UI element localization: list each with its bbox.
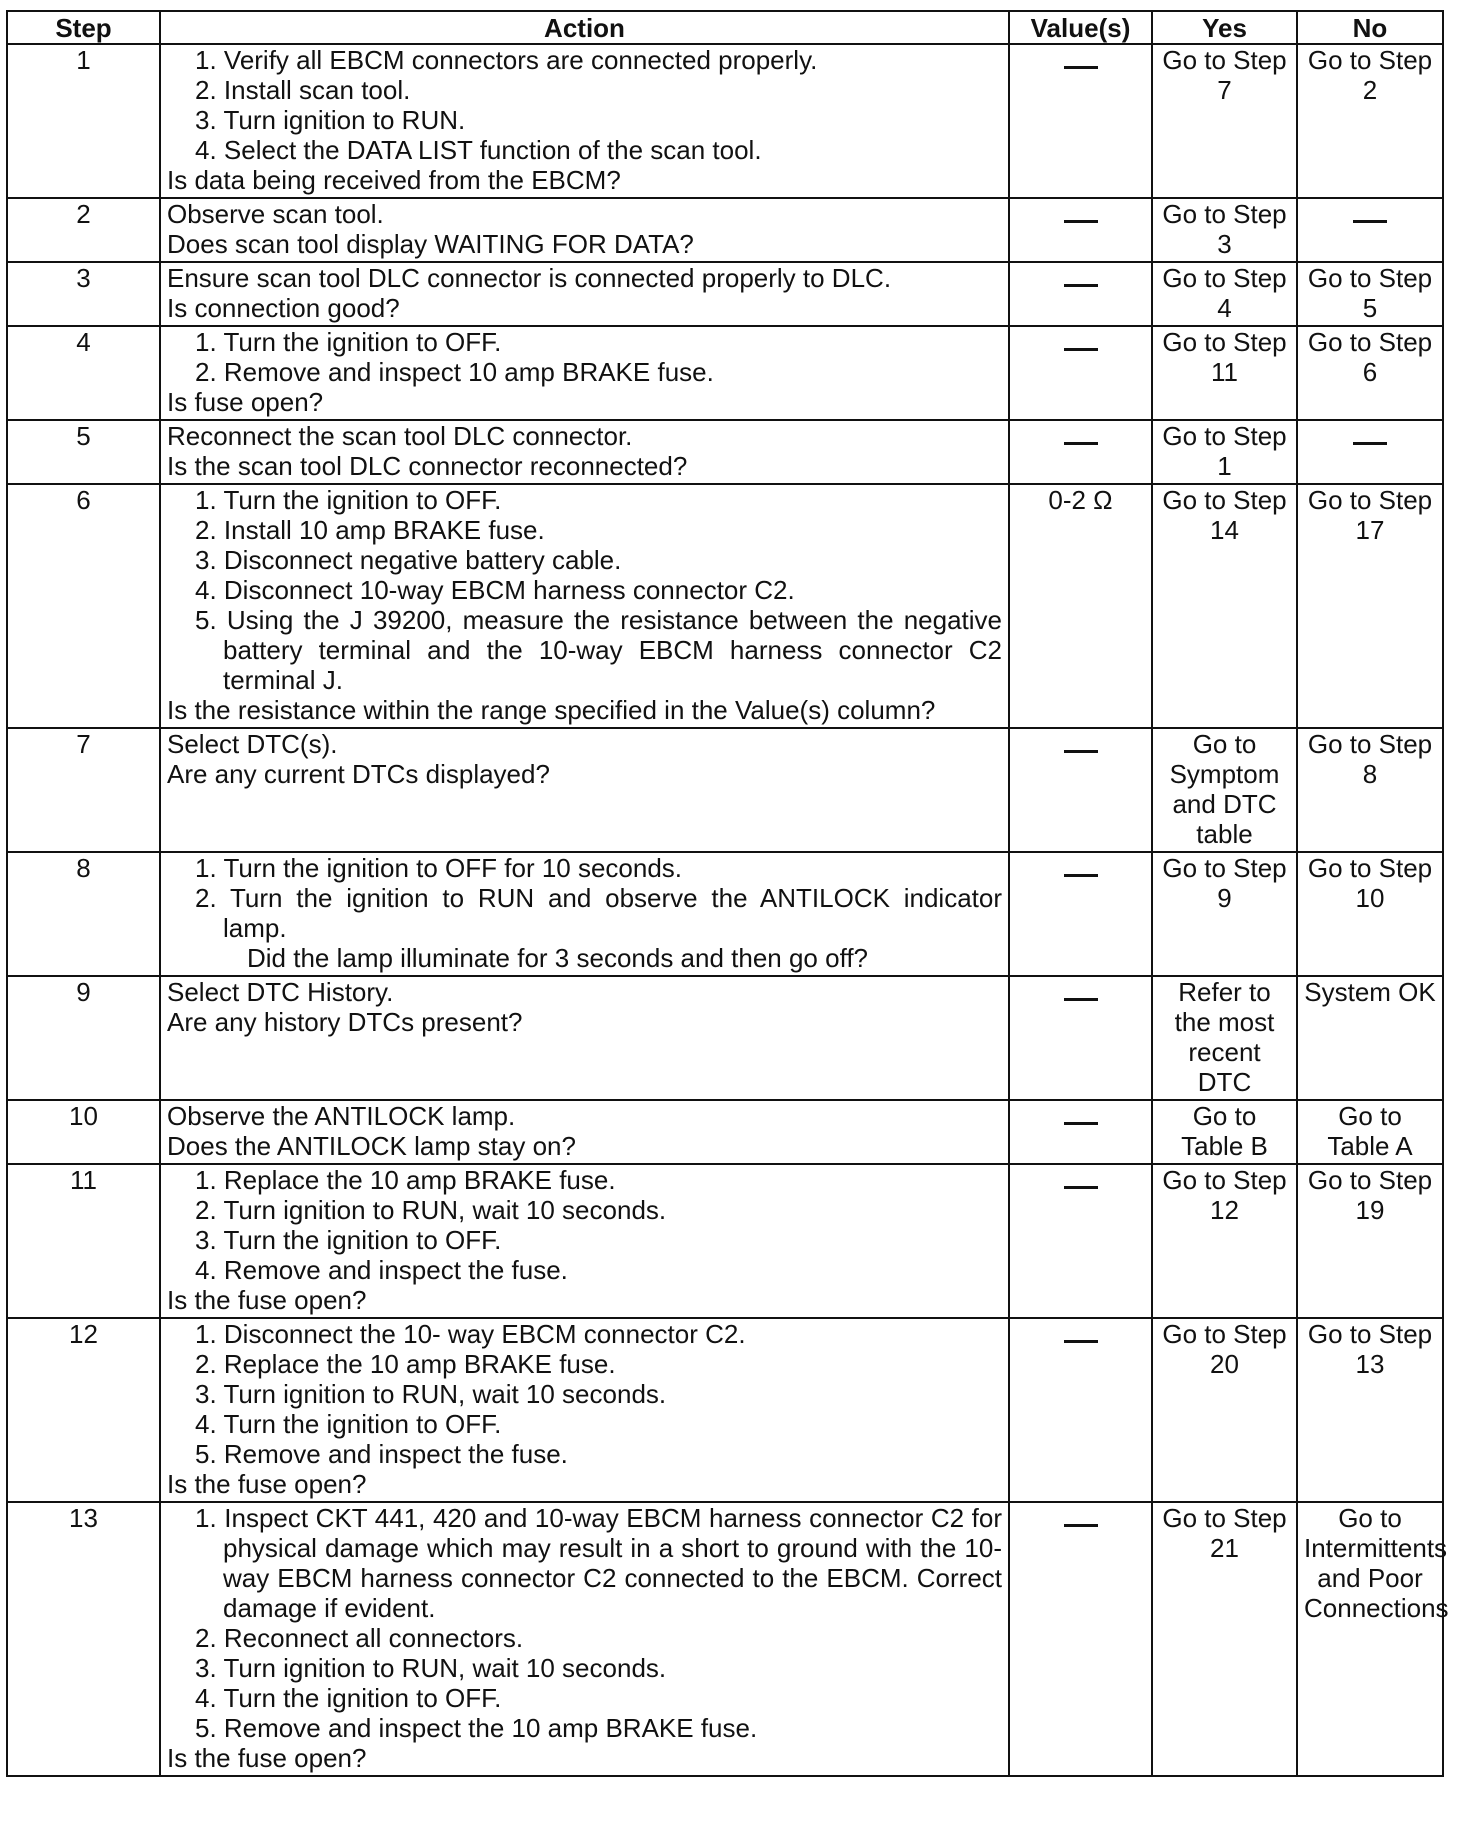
step-number: 1 xyxy=(7,44,160,198)
yes-cell: Go to Step 1 xyxy=(1152,420,1297,484)
table-row xyxy=(7,1164,1443,1318)
value-cell xyxy=(1009,198,1152,262)
yes-cell: Go to Step 9 xyxy=(1152,852,1297,976)
yes-cell: Refer to the most recent DTC xyxy=(1152,976,1297,1100)
action-cell xyxy=(160,1164,1009,1318)
no-cell: Go to Step 17 xyxy=(1297,484,1443,728)
yes-cell: Go to Table B xyxy=(1152,1100,1297,1164)
action-question: Is connection good? xyxy=(167,293,400,323)
no-cell: Go to Step 2 xyxy=(1297,44,1443,198)
action-cell xyxy=(160,326,1009,420)
action-step-item: 4. Turn the ignition to OFF. xyxy=(195,1683,502,1713)
action-question: Is the resistance within the range specified in the Value(s) column? xyxy=(167,695,936,725)
diagnostic-table-page xyxy=(6,10,1449,1777)
action-question: Does scan tool display WAITING FOR DATA? xyxy=(167,229,694,259)
action-cell xyxy=(160,44,1009,198)
action-steps-list xyxy=(167,485,1002,695)
table-body xyxy=(7,44,1449,1776)
not-applicable-dash xyxy=(1064,998,1098,1001)
diagnostic-table xyxy=(6,10,1449,1777)
yes-cell: Go to Step 11 xyxy=(1152,326,1297,420)
not-applicable-dash xyxy=(1064,220,1098,223)
step-number: 9 xyxy=(7,976,160,1100)
yes-cell: Go to Step 4 xyxy=(1152,262,1297,326)
not-applicable-dash xyxy=(1353,442,1387,445)
not-applicable-dash xyxy=(1064,66,1098,69)
value-cell xyxy=(1009,262,1152,326)
step-number: 11 xyxy=(7,1164,160,1318)
step-number: 10 xyxy=(7,1100,160,1164)
action-question: Is the scan tool DLC connector reconnected? xyxy=(167,451,688,481)
no-cell: Go to Step 6 xyxy=(1297,326,1443,420)
action-steps-list xyxy=(167,1503,1002,1743)
action-step-item: 5. Using the J 39200, measure the resistance between the negative battery terminal and the 10-way EBCM harness connector C2 terminal J. xyxy=(195,605,1002,695)
value-cell xyxy=(1009,1164,1152,1318)
action-step-item: 3. Turn ignition to RUN, wait 10 seconds. xyxy=(195,1653,667,1683)
not-applicable-dash xyxy=(1064,1122,1098,1125)
step-number: 12 xyxy=(7,1318,160,1502)
action-step-item: 1. Turn the ignition to OFF. xyxy=(195,485,502,515)
no-cell: Go to Step 19 xyxy=(1297,1164,1443,1318)
not-applicable-dash xyxy=(1353,220,1387,223)
value-cell xyxy=(1009,1100,1152,1164)
action-step-item: 3. Turn the ignition to OFF. xyxy=(195,1225,502,1255)
action-step-item: 2. Install 10 amp BRAKE fuse. xyxy=(195,515,545,545)
action-question: Is the fuse open? xyxy=(167,1743,367,1773)
yes-cell: Go to Step 3 xyxy=(1152,198,1297,262)
action-cell xyxy=(160,1502,1009,1776)
not-applicable-dash xyxy=(1064,1186,1098,1189)
no-cell: Go to Step 10 xyxy=(1297,852,1443,976)
yes-cell: Go to Step 12 xyxy=(1152,1164,1297,1318)
action-question: Does the ANTILOCK lamp stay on? xyxy=(167,1131,576,1161)
action-step-item: 2. Turn ignition to RUN, wait 10 seconds. xyxy=(195,1195,667,1225)
value-cell xyxy=(1009,728,1152,852)
table-row xyxy=(7,728,1443,852)
table-row xyxy=(7,198,1443,262)
no-cell: Go to Intermittents and Poor Connections xyxy=(1297,1502,1443,1776)
action-cell xyxy=(160,262,1009,326)
step-number: 7 xyxy=(7,728,160,852)
action-cell xyxy=(160,1100,1009,1164)
step-number: 13 xyxy=(7,1502,160,1776)
action-step-item: 1. Turn the ignition to OFF. xyxy=(195,327,502,357)
table-row xyxy=(7,484,1443,728)
yes-cell: Go to Step 21 xyxy=(1152,1502,1297,1776)
action-cell xyxy=(160,420,1009,484)
no-cell: Go to Step 5 xyxy=(1297,262,1443,326)
table-row xyxy=(7,1502,1443,1776)
action-question: Did the lamp illuminate for 3 seconds and then go off? xyxy=(247,943,869,973)
table-row xyxy=(7,262,1443,326)
value-cell xyxy=(1009,1318,1152,1502)
action-step-item: 4. Select the DATA LIST function of the scan tool. xyxy=(195,135,762,165)
action-instruction: Ensure scan tool DLC connector is connected properly to DLC. xyxy=(167,263,892,293)
action-steps-list xyxy=(167,1165,1002,1285)
action-cell xyxy=(160,484,1009,728)
action-question: Is the fuse open? xyxy=(167,1469,367,1499)
value-cell xyxy=(1009,326,1152,420)
header-no: No xyxy=(1297,11,1443,44)
step-number: 2 xyxy=(7,198,160,262)
yes-cell: Go to Step 14 xyxy=(1152,484,1297,728)
action-instruction: Observe the ANTILOCK lamp. xyxy=(167,1101,516,1131)
no-cell: System OK xyxy=(1297,976,1443,1100)
value-cell xyxy=(1009,44,1152,198)
action-cell xyxy=(160,728,1009,852)
action-steps-list xyxy=(167,45,1002,165)
yes-cell: Go to Symptom and DTC table xyxy=(1152,728,1297,852)
not-applicable-dash xyxy=(1064,442,1098,445)
action-step-item: 2. Install scan tool. xyxy=(195,75,411,105)
action-step-item: 1. Inspect CKT 441, 420 and 10-way EBCM harness connector C2 for physical damage which may result in a short to ground with the 10-way EBCM harness connector C2 connected to the EBCM. Correct damage if evident. xyxy=(195,1503,1002,1623)
action-step-item: 2. Reconnect all connectors. xyxy=(195,1623,524,1653)
no-cell: Go to Step 8 xyxy=(1297,728,1443,852)
not-applicable-dash xyxy=(1064,750,1098,753)
value-cell xyxy=(1009,976,1152,1100)
yes-cell: Go to Step 7 xyxy=(1152,44,1297,198)
action-step-item: 2. Replace the 10 amp BRAKE fuse. xyxy=(195,1349,616,1379)
no-cell xyxy=(1297,420,1443,484)
no-cell: Go to Step 13 xyxy=(1297,1318,1443,1502)
not-applicable-dash xyxy=(1064,348,1098,351)
table-row xyxy=(7,326,1443,420)
value-cell xyxy=(1009,852,1152,976)
action-question: Are any history DTCs present? xyxy=(167,1007,523,1037)
not-applicable-dash xyxy=(1064,1524,1098,1527)
action-cell xyxy=(160,1318,1009,1502)
no-cell: Go to Table A xyxy=(1297,1100,1443,1164)
table-row xyxy=(7,1100,1443,1164)
action-cell xyxy=(160,976,1009,1100)
value-cell xyxy=(1009,1502,1152,1776)
step-number: 3 xyxy=(7,262,160,326)
action-question: Is fuse open? xyxy=(167,387,324,417)
action-step-item: 5. Remove and inspect the 10 amp BRAKE fuse. xyxy=(195,1713,758,1743)
action-steps-list xyxy=(167,1319,1002,1469)
action-step-item: 3. Disconnect negative battery cable. xyxy=(195,545,622,575)
step-number: 6 xyxy=(7,484,160,728)
header-action: Action xyxy=(160,11,1009,44)
table-row xyxy=(7,852,1443,976)
header-value: Value(s) xyxy=(1009,11,1152,44)
step-number: 5 xyxy=(7,420,160,484)
action-step-item: 1. Turn the ignition to OFF for 10 seconds. xyxy=(195,853,683,883)
action-cell xyxy=(160,852,1009,976)
action-step-item: 5. Remove and inspect the fuse. xyxy=(195,1439,568,1469)
not-applicable-dash xyxy=(1064,1340,1098,1343)
action-step-item: 2. Remove and inspect 10 amp BRAKE fuse. xyxy=(195,357,714,387)
action-step-item: 3. Turn ignition to RUN, wait 10 seconds. xyxy=(195,1379,667,1409)
action-steps-list xyxy=(167,327,1002,387)
action-instruction: Reconnect the scan tool DLC connector. xyxy=(167,421,633,451)
action-cell xyxy=(160,198,1009,262)
action-step-item: 3. Turn ignition to RUN. xyxy=(195,105,466,135)
table-row xyxy=(7,420,1443,484)
action-instruction: Select DTC History. xyxy=(167,977,394,1007)
action-steps-list xyxy=(167,853,1002,943)
table-header-row xyxy=(7,11,1443,44)
table-row xyxy=(7,1318,1443,1502)
value-cell: 0-2 Ω xyxy=(1009,484,1152,728)
no-cell xyxy=(1297,198,1443,262)
not-applicable-dash xyxy=(1064,284,1098,287)
action-step-item: 4. Turn the ignition to OFF. xyxy=(195,1409,502,1439)
action-step-item: 4. Remove and inspect the fuse. xyxy=(195,1255,568,1285)
action-instruction: Select DTC(s). xyxy=(167,729,338,759)
action-step-item: 1. Replace the 10 amp BRAKE fuse. xyxy=(195,1165,616,1195)
step-number: 4 xyxy=(7,326,160,420)
action-step-item: 1. Disconnect the 10- way EBCM connector C2. xyxy=(195,1319,746,1349)
header-yes: Yes xyxy=(1152,11,1297,44)
yes-cell: Go to Step 20 xyxy=(1152,1318,1297,1502)
action-step-item: 1. Verify all EBCM connectors are connected properly. xyxy=(195,45,818,75)
not-applicable-dash xyxy=(1064,874,1098,877)
header-step: Step xyxy=(7,11,160,44)
action-question: Are any current DTCs displayed? xyxy=(167,759,550,789)
action-step-item: 2. Turn the ignition to RUN and observe the ANTILOCK indicator lamp. xyxy=(195,883,1002,943)
action-question: Is the fuse open? xyxy=(167,1285,367,1315)
action-question: Is data being received from the EBCM? xyxy=(167,165,621,195)
action-step-item: 4. Disconnect 10-way EBCM harness connector C2. xyxy=(195,575,795,605)
value-cell xyxy=(1009,420,1152,484)
table-row xyxy=(7,44,1443,198)
table-row xyxy=(7,976,1443,1100)
step-number: 8 xyxy=(7,852,160,976)
action-instruction: Observe scan tool. xyxy=(167,199,384,229)
